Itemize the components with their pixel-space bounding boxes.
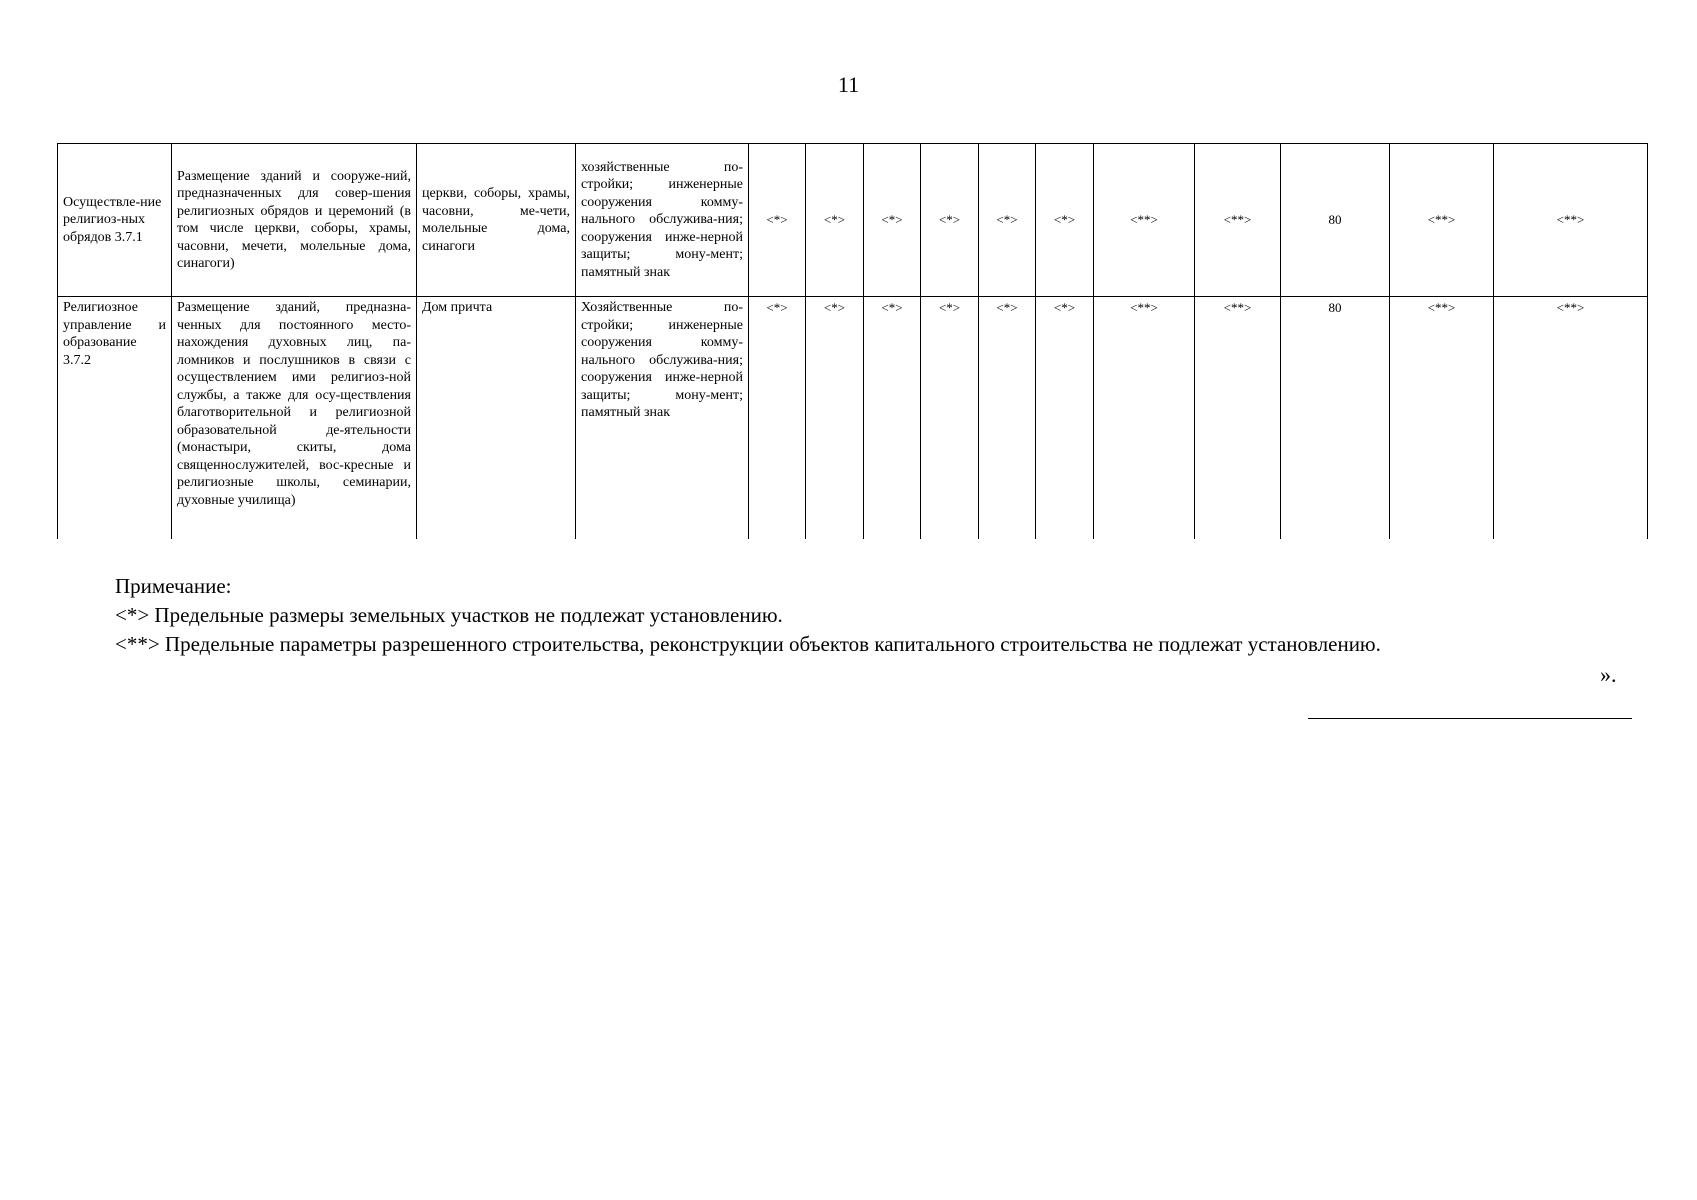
cell-value: <*>	[806, 297, 864, 540]
cell-value: <*>	[921, 144, 979, 297]
note-item: <**> Предельные параметры разрешенного строительства, реконструкции объектов капитального строительства не подлежат установлению.	[115, 632, 1381, 656]
cell-value: <*>	[864, 297, 921, 540]
cell-value: <*>	[921, 297, 979, 540]
table-row	[58, 144, 1648, 297]
cell-value: <*>	[979, 144, 1036, 297]
cell-value: <*>	[1036, 144, 1094, 297]
cell-use-description: Размещение зданий и сооруже-ний, предназначенных для совер-шения религиозных обрядов и церемоний (в том числе церкви, соборы, храмы, часовни, мечети, молельные дома, синагоги)	[172, 144, 417, 297]
cell-value: <*>	[749, 297, 806, 540]
cell-value: <*>	[806, 144, 864, 297]
cell-value: <*>	[864, 144, 921, 297]
table-row	[58, 297, 1648, 540]
cell-use-name: Религиозное управление и образование 3.7.2	[58, 297, 172, 540]
cell-use-name: Осуществле-ние религиоз-ных обрядов 3.7.1	[58, 144, 172, 297]
notes-section	[115, 572, 1635, 659]
cell-auxiliary-objects: хозяйственные по-стройки; инженерные сооружения комму-нального обслужива-ния; сооружения инже-нерной защиты; мону-мент; памятный знак	[576, 144, 749, 297]
cell-permitted-objects: церкви, соборы, храмы, часовни, ме-чети, молельные дома, синагоги	[417, 144, 576, 297]
page-number: 11	[837, 72, 860, 97]
cell-value: <**>	[1094, 144, 1195, 297]
notes-title: Примечание:	[115, 574, 232, 598]
cell-value: 80	[1281, 144, 1390, 297]
cell-value: 80	[1281, 297, 1390, 540]
closing-quote-mark: ».	[1600, 662, 1617, 687]
cell-value: <*>	[1036, 297, 1094, 540]
note-item: <*> Предельные размеры земельных участков не подлежат установлению.	[115, 603, 783, 627]
cell-value: <*>	[749, 144, 806, 297]
end-rule	[1308, 718, 1632, 719]
cell-value: <*>	[979, 297, 1036, 540]
cell-use-description: Размещение зданий, предназна-ченных для постоянного место-нахождения духовных лиц, па-ломников и послушников в связи с осуществлением ими религиоз-ной службы, а также для осу-ществления благотворительной и религиозной образовательной де-ятельности (монастыри, скиты, дома священнослужителей, вос-кресные и религиозные школы, семинарии, духовные училища)	[172, 297, 417, 540]
land-use-table	[57, 143, 1648, 539]
cell-value: <**>	[1494, 297, 1648, 540]
cell-auxiliary-objects: Хозяйственные по-стройки; инженерные сооружения комму-нального обслужива-ния; сооружения инже-нерной защиты; мону-мент; памятный знак	[576, 297, 749, 540]
cell-value: <**>	[1390, 297, 1494, 540]
cell-value: <**>	[1494, 144, 1648, 297]
cell-value: <**>	[1195, 297, 1281, 540]
cell-value: <**>	[1094, 297, 1195, 540]
cell-value: <**>	[1390, 144, 1494, 297]
cell-value: <**>	[1195, 144, 1281, 297]
cell-permitted-objects: Дом причта	[417, 297, 576, 540]
